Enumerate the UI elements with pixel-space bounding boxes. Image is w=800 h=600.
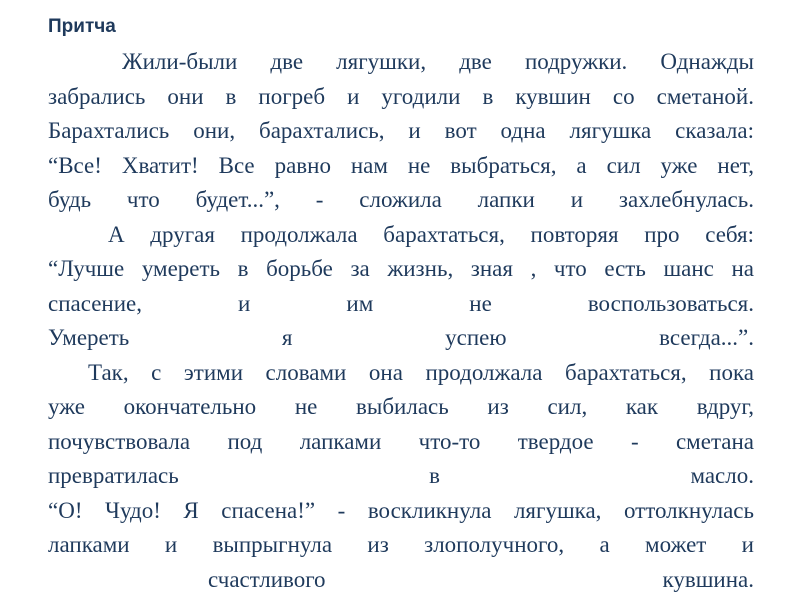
text-line: забрались они в погреб и угодили в кувшин со сметаной. <box>48 83 754 109</box>
text-line: спасение, и им не воспользоваться. <box>48 290 754 316</box>
text-line: Умереть я успею всегда...”. <box>48 325 754 350</box>
text-line: будь что будет...”, - сложила лапки и захлебнулась. <box>48 187 754 212</box>
text-line: “О! Чудо! Я спасена!” - воскликнула лягушка, оттолкнулась <box>48 497 754 523</box>
parable-title: Притча <box>48 16 116 37</box>
text-line: счастливого кувшина. <box>208 566 754 592</box>
text-line: превратилась в масло. <box>48 463 754 488</box>
text-line: Жили-были две лягушки, две подружки. Однажды <box>122 49 754 74</box>
text-line: лапками и выпрыгнула из злополучного, а может и <box>48 532 754 557</box>
text-line: “Лучше умереть в борьбе за жизнь, зная , что есть шанс на <box>48 256 754 281</box>
text-line: почувствовала под лапками что-то твердое - сметана <box>48 428 754 454</box>
text-line: Барахтались они, барахтались, и вот одна лягушка сказала: <box>48 118 754 143</box>
text-line: “Все! Хватит! Все равно нам не выбраться, а сил уже нет, <box>48 152 754 178</box>
text-line: Так, с этими словами она продолжала барахтаться, пока <box>88 359 754 385</box>
text-line: А другая продолжала барахтаться, повторяя про себя: <box>108 221 754 247</box>
parable-text <box>48 45 754 597</box>
text-line: уже окончательно не выбилась из сил, как вдруг, <box>48 394 754 419</box>
